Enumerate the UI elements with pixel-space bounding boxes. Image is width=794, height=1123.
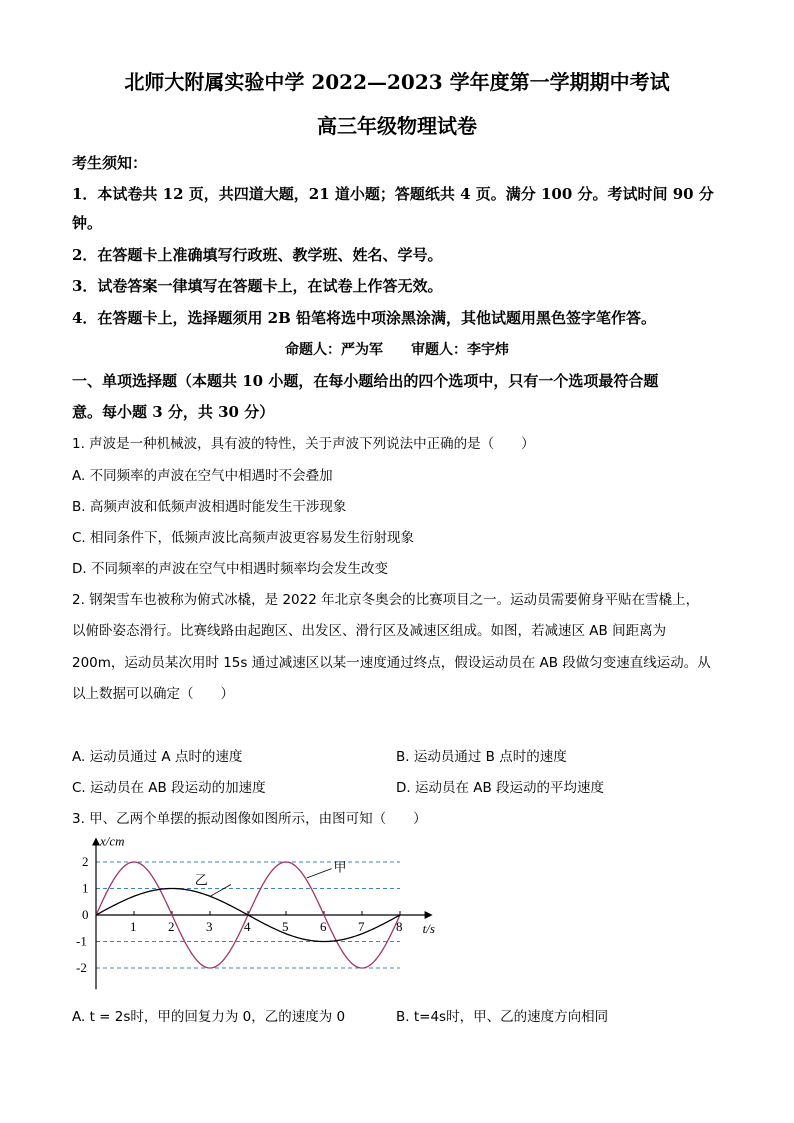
x-tick-label: 7 <box>358 919 365 934</box>
notice-1: 1．本试卷共 12 页，共四道大题，21 道小题；答题纸共 4 页。满分 100 分。考试时间 90 分 <box>72 185 714 203</box>
notice-1-cont: 钟。 <box>72 214 103 232</box>
x-tick-label: 4 <box>244 919 251 934</box>
authors: 命题人：严为军 审题人：李宇炜 <box>285 342 509 358</box>
q1-option-d: D. 不同频率的声波在空气中相遇时频率均会发生改变 <box>72 561 388 577</box>
label-leader-2 <box>210 885 231 897</box>
series-label-2: 乙 <box>194 872 208 888</box>
x-tick-label: 1 <box>130 919 137 934</box>
y-tick-label: -1 <box>76 933 87 949</box>
q2-stem-line1: 2. 钢架雪车也被称为俯式冰橇，是 2022 年北京冬奥会的比赛项目之一。运动员需要俯身平贴在雪橇上， <box>72 592 700 608</box>
x-tick-label: 5 <box>282 919 289 934</box>
q1-option-b: B. 高频声波和低频声波相遇时能发生干涉现象 <box>72 499 347 515</box>
q2-option-b: B. 运动员通过 B 点时的速度 <box>396 749 567 765</box>
q2-stem-line4: 以上数据可以确定（ ） <box>72 686 234 702</box>
y-tick-label: 2 <box>82 854 89 869</box>
notice-heading: 考生须知： <box>72 154 148 172</box>
y-tick-label: 1 <box>82 880 89 896</box>
q2-option-a: A. 运动员通过 A 点时的速度 <box>72 749 243 765</box>
x-tick-label: 8 <box>396 919 403 934</box>
x-axis-label: t/s <box>422 921 435 936</box>
q3-stem: 3. 甲、乙两个单摆的振动图像如图所示，由图可知（ ） <box>72 811 427 827</box>
q1-stem: 1. 声波是一种机械波，具有波的特性，关于声波下列说法中正确的是（ ） <box>72 436 535 452</box>
section-heading: 一、单项选择题（本题共 10 小题，在每小题给出的四个选项中，只有一个选项最符合题 <box>72 372 659 390</box>
q1-option-c: C. 相同条件下，低频声波比高频声波更容易发生衍射现象 <box>72 530 415 546</box>
x-axis-arrow <box>425 911 433 919</box>
notice-3: 3．试卷答案一律填写在答题卡上，在试卷上作答无效。 <box>72 277 443 295</box>
q3-option-b: B. t=4s时，甲、乙的速度方向相同 <box>396 1009 609 1025</box>
y-tick-label: 0 <box>82 907 89 922</box>
notice-2: 2．在答题卡上准确填写行政班、教学班、姓名、学号。 <box>72 246 443 264</box>
series-label-1: 甲 <box>333 859 347 875</box>
y-axis-label: x/cm <box>100 833 125 849</box>
x-tick-label: 2 <box>168 919 175 934</box>
label-leader-1 <box>307 869 332 878</box>
q3-option-a: A. t = 2s时，甲的回复力为 0，乙的速度为 0 <box>72 1009 346 1025</box>
exam-subtitle: 高三年级物理试卷 <box>317 114 477 138</box>
section-heading-cont: 意。每小题 3 分，共 30 分） <box>72 403 275 421</box>
x-tick-label: 6 <box>320 919 327 934</box>
notice-4: 4．在答题卡上，选择题须用 2B 铅笔将选中项涂黑涂满，其他试题用黑色签字笔作答。 <box>72 309 657 327</box>
x-tick-label: 3 <box>206 919 213 934</box>
exam-title: 北师大附属实验中学 2022—2023 学年度第一学期期中考试 <box>124 70 670 94</box>
q1-option-a: A. 不同频率的声波在空气中相遇时不会叠加 <box>72 468 333 484</box>
y-axis-arrow <box>92 837 100 845</box>
q2-option-c: C. 运动员在 AB 段运动的加速度 <box>72 780 266 796</box>
q2-stem-line3: 200m，运动员某次用时 15s 通过减速区以某一速度通过终点，假设运动员在 AB 段做匀变速直线运动。从 <box>72 655 711 671</box>
y-tick-label: -2 <box>76 960 87 975</box>
oscillation-graph <box>70 828 450 998</box>
q2-stem-line2: 以俯卧姿态滑行。比赛线路由起跑区、出发区、滑行区及减速区组成。如图，若减速区 AB 间距离为 <box>72 623 667 639</box>
q2-option-d: D. 运动员在 AB 段运动的平均速度 <box>396 780 605 796</box>
